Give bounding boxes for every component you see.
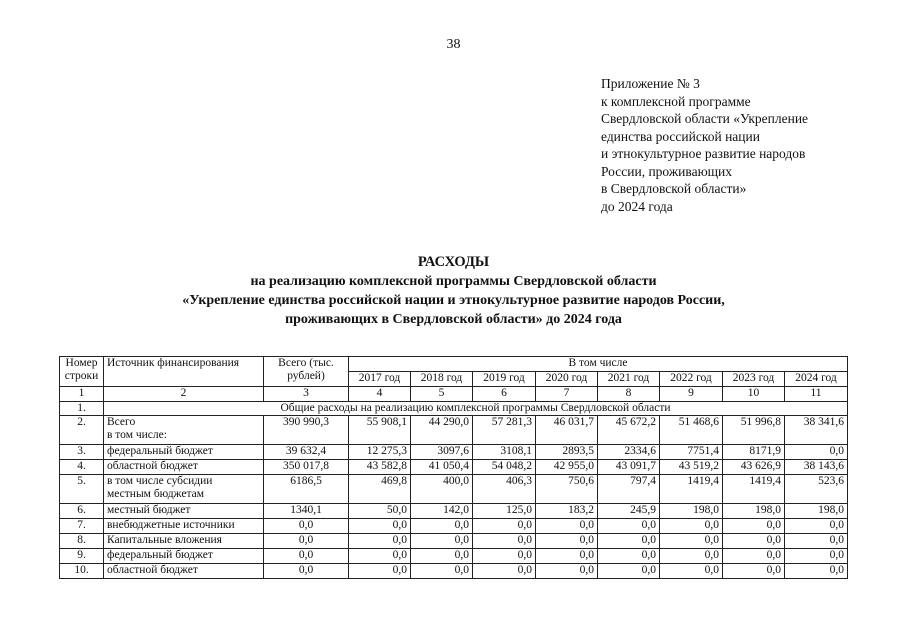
- year-value-cell: 0,0: [598, 534, 660, 549]
- year-value-cell: 0,0: [473, 534, 536, 549]
- title-heading: РАСХОДЫ: [417, 254, 490, 270]
- year-value-cell: 198,0: [785, 504, 848, 519]
- year-value-cell: 0,0: [411, 549, 473, 564]
- row-number: 1.: [60, 402, 104, 416]
- year-value-cell: 3108,1: [473, 445, 536, 460]
- table-row: [60, 519, 848, 534]
- appendix-line: к комплексной программе: [601, 93, 751, 109]
- appendix-line: Свердловской области «Укрепление: [601, 111, 809, 126]
- table-row: [60, 549, 848, 564]
- header-year: 2019 год: [473, 372, 536, 387]
- year-value-cell: 51 996,8: [723, 416, 785, 445]
- year-value-cell: 42 955,0: [536, 460, 598, 475]
- year-value-cell: 2893,5: [536, 445, 598, 460]
- header-total: Всего (тыс. рублей): [264, 357, 349, 387]
- year-value-cell: 0,0: [785, 519, 848, 534]
- row-number: 4.: [60, 460, 104, 475]
- year-value-cell: 50,0: [349, 504, 411, 519]
- year-value-cell: 142,0: [411, 504, 473, 519]
- source-label: Всего: [107, 416, 136, 428]
- year-value-cell: 400,0: [411, 475, 473, 504]
- column-number: 11: [785, 387, 848, 402]
- column-number: 8: [598, 387, 660, 402]
- year-value-cell: 7751,4: [660, 445, 723, 460]
- total-cell: 350 017,8: [264, 460, 349, 475]
- header-year: 2018 год: [411, 372, 473, 387]
- table-row: [60, 475, 848, 504]
- year-value-cell: 3097,6: [411, 445, 473, 460]
- row-number: 5.: [60, 475, 104, 504]
- header-year: 2020 год: [536, 372, 598, 387]
- year-value-cell: 43 091,7: [598, 460, 660, 475]
- table-row: [60, 445, 848, 460]
- table-row: [60, 534, 848, 549]
- expenses-table: [59, 356, 848, 579]
- year-value-cell: 54 048,2: [473, 460, 536, 475]
- year-value-cell: 0,0: [785, 549, 848, 564]
- row-number: 9.: [60, 549, 104, 564]
- total-cell: 390 990,3: [264, 416, 349, 445]
- appendix-line: до 2024 года: [601, 198, 673, 214]
- year-value-cell: 44 290,0: [411, 416, 473, 445]
- year-value-cell: 0,0: [660, 519, 723, 534]
- section-row: [60, 402, 848, 416]
- year-value-cell: 523,6: [785, 475, 848, 504]
- total-cell: 0,0: [264, 519, 349, 534]
- source-cell: [104, 460, 264, 475]
- source-label: в том числе субсидии: [107, 475, 213, 487]
- source-label: Капитальные вложения: [107, 534, 222, 546]
- year-value-cell: 51 468,6: [660, 416, 723, 445]
- source-label: местный бюджет: [107, 504, 191, 516]
- column-number: 10: [723, 387, 785, 402]
- year-value-cell: 8171,9: [723, 445, 785, 460]
- column-number: 6: [473, 387, 536, 402]
- appendix-line: единства российской нации: [601, 128, 760, 144]
- year-value-cell: 0,0: [785, 564, 848, 579]
- title-line: проживающих в Свердловской области» до 2024 года: [285, 312, 622, 327]
- year-value-cell: 0,0: [473, 549, 536, 564]
- year-value-cell: 0,0: [411, 519, 473, 534]
- year-value-cell: 0,0: [536, 549, 598, 564]
- year-value-cell: 12 275,3: [349, 445, 411, 460]
- section-title: Общие расходы на реализацию комплексной программы Свердловской области: [104, 402, 848, 416]
- header-year: 2017 год: [349, 372, 411, 387]
- column-number: 3: [264, 387, 349, 402]
- source-label: федеральный бюджет: [107, 549, 213, 561]
- source-label: областной бюджет: [107, 460, 198, 472]
- year-value-cell: 0,0: [598, 564, 660, 579]
- source-cell: [104, 534, 264, 549]
- source-sublabel: местным бюджетам: [107, 488, 204, 500]
- header-row-number: Номер строки: [60, 357, 104, 387]
- total-cell: 0,0: [264, 534, 349, 549]
- source-cell: [104, 564, 264, 579]
- year-value-cell: 38 143,6: [785, 460, 848, 475]
- column-number: 2: [104, 387, 264, 402]
- column-number-row: [60, 387, 848, 402]
- year-value-cell: 198,0: [660, 504, 723, 519]
- year-value-cell: 0,0: [473, 519, 536, 534]
- row-number: 7.: [60, 519, 104, 534]
- year-value-cell: 55 908,1: [349, 416, 411, 445]
- year-value-cell: 0,0: [785, 534, 848, 549]
- column-number: 4: [349, 387, 411, 402]
- source-cell: [104, 416, 264, 445]
- header-year: 2021 год: [598, 372, 660, 387]
- source-label: федеральный бюджет: [107, 445, 213, 457]
- total-cell: 0,0: [264, 564, 349, 579]
- appendix-line: России, проживающих: [601, 163, 733, 179]
- year-value-cell: 0,0: [598, 519, 660, 534]
- column-number: 7: [536, 387, 598, 402]
- appendix-header: [601, 75, 901, 215]
- year-value-cell: 0,0: [598, 549, 660, 564]
- table-header-row: [60, 357, 848, 372]
- year-value-cell: 750,6: [536, 475, 598, 504]
- source-sublabel: в том числе:: [107, 429, 167, 441]
- year-value-cell: 0,0: [723, 519, 785, 534]
- year-value-cell: 797,4: [598, 475, 660, 504]
- year-value-cell: 45 672,2: [598, 416, 660, 445]
- year-value-cell: 0,0: [349, 549, 411, 564]
- year-value-cell: 0,0: [785, 445, 848, 460]
- table-row: [60, 416, 848, 445]
- year-value-cell: 0,0: [723, 564, 785, 579]
- year-value-cell: 43 582,8: [349, 460, 411, 475]
- year-value-cell: 198,0: [723, 504, 785, 519]
- year-value-cell: 57 281,3: [473, 416, 536, 445]
- header-year: 2024 год: [785, 372, 848, 387]
- row-number: 3.: [60, 445, 104, 460]
- header-year: 2022 год: [660, 372, 723, 387]
- year-value-cell: 0,0: [536, 534, 598, 549]
- year-value-cell: 0,0: [473, 564, 536, 579]
- source-cell: [104, 504, 264, 519]
- year-value-cell: 125,0: [473, 504, 536, 519]
- year-value-cell: 0,0: [411, 534, 473, 549]
- year-value-cell: 46 031,7: [536, 416, 598, 445]
- header-source: Источник финансирования: [104, 357, 264, 387]
- column-number: 5: [411, 387, 473, 402]
- table-body: [60, 416, 848, 579]
- year-value-cell: 0,0: [660, 564, 723, 579]
- year-value-cell: 38 341,6: [785, 416, 848, 445]
- total-cell: 1340,1: [264, 504, 349, 519]
- source-cell: [104, 549, 264, 564]
- total-cell: 6186,5: [264, 475, 349, 504]
- year-value-cell: 469,8: [349, 475, 411, 504]
- year-value-cell: 0,0: [723, 534, 785, 549]
- year-value-cell: 1419,4: [723, 475, 785, 504]
- title-line: на реализацию комплексной программы Свердловской области: [250, 274, 657, 289]
- year-value-cell: 0,0: [349, 564, 411, 579]
- row-number: 10.: [60, 564, 104, 579]
- document-title: [0, 253, 907, 329]
- appendix-line: в Свердловской области»: [601, 181, 747, 196]
- source-cell: [104, 519, 264, 534]
- year-value-cell: 245,9: [598, 504, 660, 519]
- header-including: В том числе: [349, 357, 848, 372]
- year-value-cell: 0,0: [660, 534, 723, 549]
- total-cell: 39 632,4: [264, 445, 349, 460]
- source-cell: [104, 445, 264, 460]
- year-value-cell: 1419,4: [660, 475, 723, 504]
- title-line: «Укрепление единства российской нации и этнокультурное развитие народов России,: [182, 293, 725, 308]
- appendix-line: Приложение № 3: [601, 76, 700, 91]
- page-number: 38: [446, 37, 461, 52]
- row-number: 2.: [60, 416, 104, 445]
- table-row: [60, 564, 848, 579]
- year-value-cell: 41 050,4: [411, 460, 473, 475]
- year-value-cell: 43 519,2: [660, 460, 723, 475]
- source-label: внебюджетные источники: [107, 519, 235, 531]
- year-value-cell: 0,0: [411, 564, 473, 579]
- row-number: 8.: [60, 534, 104, 549]
- column-number: 9: [660, 387, 723, 402]
- year-value-cell: 0,0: [723, 549, 785, 564]
- year-value-cell: 406,3: [473, 475, 536, 504]
- appendix-line: и этнокультурное развитие народов: [601, 146, 806, 161]
- source-label: областной бюджет: [107, 564, 198, 576]
- header-year: 2023 год: [723, 372, 785, 387]
- year-value-cell: 0,0: [349, 534, 411, 549]
- year-value-cell: 0,0: [349, 519, 411, 534]
- source-cell: [104, 475, 264, 504]
- column-number: 1: [60, 387, 104, 402]
- row-number: 6.: [60, 504, 104, 519]
- table-row: [60, 504, 848, 519]
- year-value-cell: 0,0: [536, 564, 598, 579]
- year-value-cell: 2334,6: [598, 445, 660, 460]
- year-value-cell: 0,0: [660, 549, 723, 564]
- total-cell: 0,0: [264, 549, 349, 564]
- year-value-cell: 0,0: [536, 519, 598, 534]
- year-value-cell: 43 626,9: [723, 460, 785, 475]
- table-row: [60, 460, 848, 475]
- year-value-cell: 183,2: [536, 504, 598, 519]
